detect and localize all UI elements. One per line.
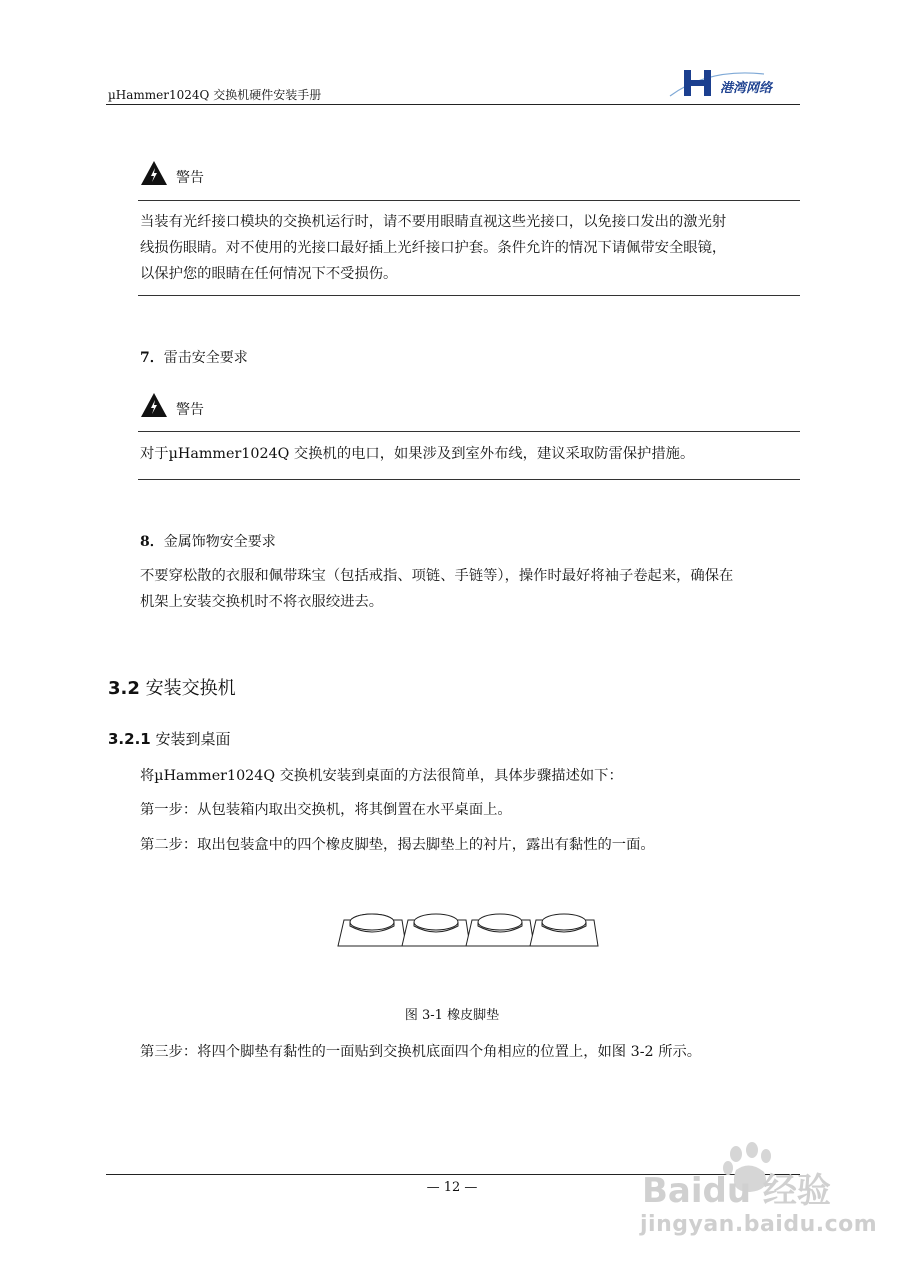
- warning-label: 警告: [176, 170, 204, 186]
- section-title: 金属饰物安全要求: [163, 534, 276, 550]
- step-2: 第二步：取出包装盒中的四个橡皮脚垫，揭去脚垫上的衬片，露出有黏性的一面。: [140, 837, 655, 853]
- warning-bottom-rule: [138, 295, 800, 296]
- text-line: 不要穿松散的衣服和佩带珠宝（包括戒指、项链、手链等），操作时最好将袖子卷起来，确保在: [140, 568, 734, 584]
- text-line: 线损伤眼睛。对不使用的光接口最好插上光纤接口护套。条件允许的情况下请佩带安全眼镜，: [140, 240, 727, 256]
- figure-caption: 图 3-1 橡皮脚垫: [404, 1008, 500, 1023]
- step-3: 第三步：将四个脚垫有黏性的一面贴到交换机底面四个角相应的位置上，如图 3-2 所示。: [140, 1044, 702, 1060]
- company-logo: [668, 66, 800, 102]
- heading-3-2-1: [108, 728, 231, 749]
- document-header-title: µHammer1024Q 交换机硬件安装手册: [108, 88, 322, 102]
- section-7-heading: [140, 347, 248, 367]
- rubber-feet-figure: [336, 906, 602, 952]
- section-8-text: [140, 563, 802, 615]
- baidu-watermark-logo: [640, 1140, 860, 1220]
- rubber-pad: [530, 914, 598, 946]
- section-8-heading: [140, 531, 276, 551]
- warning-icon: [140, 160, 168, 186]
- warning-text-1: [140, 209, 802, 287]
- heading-title: 安装到桌面: [155, 730, 231, 748]
- watermark-url: jingyan.baidu.com: [640, 1212, 878, 1237]
- warning-top-rule: [138, 431, 800, 432]
- watermark-brand: Baidu 经验: [642, 1171, 831, 1211]
- warning-block-2: [140, 390, 204, 420]
- warning-block-1: [140, 158, 204, 188]
- heading-number: 3.2.1: [108, 730, 151, 748]
- rubber-pad: [402, 914, 470, 946]
- section-title: 雷击安全要求: [163, 350, 248, 366]
- heading-title: 安装交换机: [145, 678, 236, 699]
- rubber-pad: [338, 914, 406, 946]
- warning-icon: [140, 392, 168, 418]
- warning-top-rule: [138, 200, 800, 201]
- text-line: 机架上安装交换机时不将衣服绞进去。: [140, 594, 384, 610]
- logo-text: 港湾网络: [720, 81, 773, 96]
- warning-text-2: [140, 441, 802, 467]
- intro-text: 将µHammer1024Q 交换机安装到桌面的方法很简单，具体步骤描述如下：: [140, 768, 623, 784]
- text-line: 对于µHammer1024Q 交换机的电口，如果涉及到室外布线，建议采取防雷保护措施。: [140, 446, 695, 462]
- rubber-pad: [466, 914, 534, 946]
- text-line: 当装有光纤接口模块的交换机运行时，请不要用眼睛直视这些光接口，以免接口发出的激光射: [140, 214, 727, 230]
- page-number: — 12 —: [426, 1180, 478, 1195]
- step-1: 第一步：从包装箱内取出交换机，将其倒置在水平桌面上。: [140, 802, 512, 818]
- warning-bottom-rule: [138, 479, 800, 480]
- header-divider: [106, 104, 800, 105]
- heading-3-2: [108, 674, 236, 700]
- heading-number: 3.2: [108, 678, 140, 699]
- text-line: 以保护您的眼睛在任何情况下不受损伤。: [140, 266, 398, 282]
- warning-label: 警告: [176, 402, 204, 418]
- section-number: 8．: [140, 534, 164, 550]
- section-number: 7．: [140, 350, 164, 366]
